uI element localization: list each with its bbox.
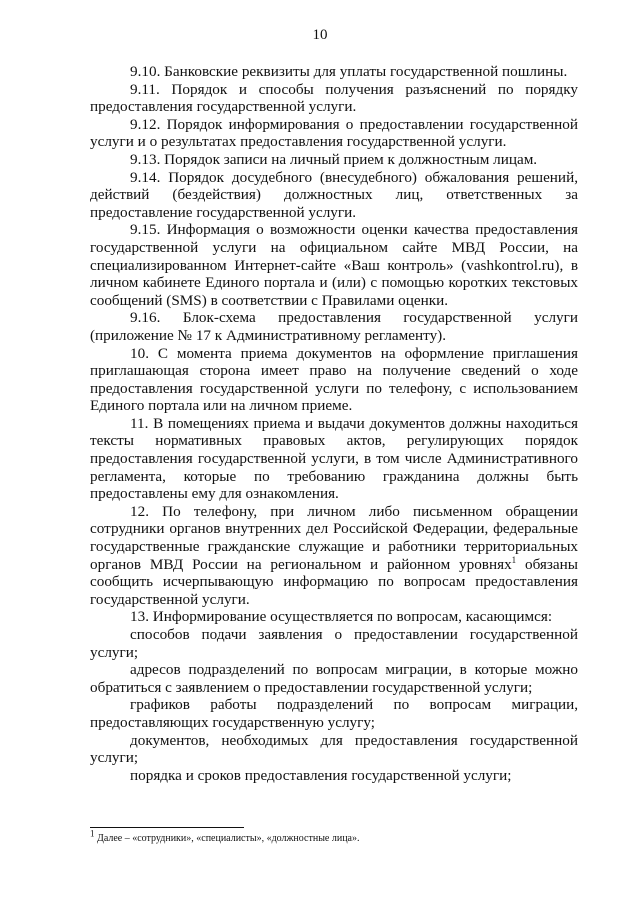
footnote-mark: 1: [90, 828, 95, 839]
page-number: 10: [312, 27, 328, 43]
paragraph-13: 13. Информирование осуществляется по вопросам, касающимся:: [130, 608, 553, 626]
paragraph-10: 10. С момента приема документов на оформление приглашения приглашающая сторона имеет право на получение сведений о ходе предоставления государственной услуги по телефону, с использованием Единого портала или на личном приеме.: [90, 344, 578, 415]
paragraph-12-text-after: обязаны сообщить исчерпывающую информацию по вопросам предоставления государственной услуги.: [90, 555, 578, 608]
paragraph-12-text-before: 12. По телефону, при личном либо письменном обращении сотрудники органов внутренних дел Российской Федерации, федеральные государственные гражданские служащие и работники территориальных органов МВД России на региональном и районном уровнях: [90, 502, 578, 573]
list-item-terms: порядка и сроков предоставления государственной услуги;: [130, 766, 512, 784]
paragraph-11: 11. В помещениях приема и выдачи документов должны находиться тексты нормативных правовых актов, регулирующих порядок предоставления государственной услуги, в том числе Административного регламента, которые по требованию гражданина должны быть предоставлены ему для ознакомления.: [90, 414, 578, 503]
paragraph-9-16: 9.16. Блок-схема предоставления государственной услуги (приложение № 17 к Административному регламенту).: [90, 309, 578, 344]
list-item-documents: документов, необходимых для предоставления государственной услуги;: [90, 731, 578, 767]
footnote-divider: [90, 827, 244, 828]
list-item-addresses: адресов подразделений по вопросам миграции, в которые можно обратиться с заявлением о предоставлении государственной услуги;: [90, 661, 578, 696]
footnote: [90, 828, 578, 845]
footnote-reference: 1: [511, 554, 517, 565]
footnote-text: Далее – «сотрудники», «специалисты», «должностные лица».: [94, 833, 360, 844]
paragraph-9-13: 9.13. Порядок записи на личный прием к должностным лицам.: [130, 150, 538, 168]
paragraph-9-14: 9.14. Порядок досудебного (внесудебного) обжалования решений, действий (бездействия) должностных лиц, ответственных за предоставление государственной услуги.: [90, 168, 578, 221]
list-item-schedules: графиков работы подразделений по вопросам миграции, предоставляющих государственную услугу;: [90, 696, 578, 731]
body-text: [90, 63, 578, 784]
paragraph-9-10: 9.10. Банковские реквизиты для уплаты государственной пошлины.: [130, 63, 568, 80]
list-item-methods: способов подачи заявления о предоставлении государственной услуги;: [90, 626, 578, 661]
paragraph-9-15: 9.15. Информация о возможности оценки качества предоставления государственной услуги на официальном сайте МВД России, на специализированном Интернет-сайте «Ваш контроль» (vashkontrol.ru), в личном кабинете Единого портала и (или) с помощью коротких текстовых сообщений (SMS) в соответствии с Правилами оценки.: [90, 221, 578, 309]
paragraph-9-12: 9.12. Порядок информирования о предоставлении государственной услуги и о результатах предоставления государственной услуги.: [90, 115, 578, 151]
paragraph-12: [90, 503, 578, 609]
paragraph-9-11: 9.11. Порядок и способы получения разъяснений по порядку предоставления государственной услуги.: [90, 80, 578, 116]
